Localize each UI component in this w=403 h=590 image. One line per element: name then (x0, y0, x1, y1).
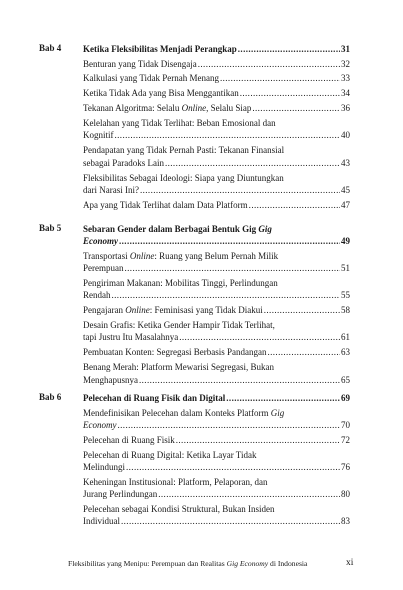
toc-entry[interactable] (83, 346, 350, 358)
leader-dots (252, 102, 340, 114)
toc-entry[interactable] (83, 277, 350, 302)
chapter-label: Bab 6 (39, 392, 62, 402)
entry-page: 55 (341, 290, 350, 301)
entry-page: 58 (341, 305, 350, 316)
entry-title: Kalkulasi yang Tidak Pernah Menang (83, 73, 219, 84)
entry-title-line-2: tapi Justru Itu Masalahnya (83, 332, 179, 343)
entry-title: Apa yang Tidak Terlihat dalam Data Platform (83, 199, 248, 210)
leader-dots (118, 419, 341, 431)
leader-dots (158, 488, 340, 500)
entry-title-part: Sebaran Gender dalam Berbagai Bentuk Gig (83, 224, 257, 234)
entry-page: 83 (341, 516, 350, 527)
toc-entry[interactable] (83, 361, 350, 386)
entry-title-italic: Gig (270, 407, 285, 418)
toc-entry-chapter-title[interactable] (83, 392, 350, 404)
entry-title-line-1: Kelelahan yang Tidak Terlihat: Beban Emosional dan (83, 118, 276, 129)
entry-title: Benturan yang Tidak Disengaja (83, 58, 197, 69)
chapter-label: Bab 5 (39, 223, 62, 233)
toc-entry-chapter-title[interactable] (83, 223, 350, 248)
toc-entry[interactable] (83, 304, 350, 316)
toc-entry[interactable] (83, 476, 350, 501)
entry-title-line-2: Perempuan (83, 263, 124, 274)
entry-title-line-2: sebagai Paradoks Lain (83, 157, 164, 168)
entry-page: 32 (341, 58, 350, 69)
leader-dots (121, 515, 340, 527)
footer-title-part: di Indonesia (268, 559, 308, 568)
toc-entry[interactable] (83, 199, 350, 211)
entry-page: 80 (341, 489, 350, 500)
entry-title: Ketika Fleksibilitas Menjadi Perangkap (83, 44, 237, 54)
leader-dots (140, 184, 340, 196)
entry-page: 45 (341, 184, 350, 195)
entry-page: 43 (341, 157, 350, 168)
toc-entry[interactable] (83, 449, 350, 474)
toc-entry[interactable] (83, 434, 350, 446)
leader-dots (115, 129, 341, 141)
entry-page: 51 (341, 263, 350, 274)
entry-title: Pelecehan di Ruang Fisik dan Digital (83, 393, 226, 403)
leader-dots (126, 461, 340, 473)
leader-dots (176, 434, 340, 446)
entry-title: Ketika Tidak Ada yang Bisa Menggantikan (83, 88, 239, 99)
entry-title-line-2: Rendah (83, 290, 111, 301)
toc-entry[interactable] (83, 117, 350, 142)
leader-dots (238, 43, 340, 55)
footer-title-italic: Gig Economy (226, 559, 269, 568)
entry-title-line-2: Menghapusnya (83, 374, 138, 385)
leader-dots (139, 374, 340, 386)
entry-title-part: , Selalu Siap (206, 103, 252, 114)
toc-entry[interactable] (83, 172, 350, 197)
entry-title-line-1: Mendefinisikan Pelecehan dalam Konteks Platform Gig (83, 407, 285, 418)
leader-dots (179, 331, 340, 343)
entry-page: 76 (341, 461, 350, 472)
toc-entry[interactable] (83, 58, 350, 70)
entry-title-line-1: Desain Grafis: Ketika Gender Hampir Tidak Terlihat, (83, 320, 275, 331)
running-footer-title (68, 559, 307, 568)
entry-page: 72 (341, 434, 350, 445)
entry-title-line-2: Economy (83, 419, 117, 430)
entry-page: 34 (341, 88, 350, 99)
leader-dots (220, 72, 340, 84)
entry-page: 61 (341, 332, 350, 343)
toc-entry[interactable] (83, 319, 350, 344)
entry-title-line-2: Kognitif (83, 130, 114, 141)
leader-dots (240, 87, 340, 99)
entry-title-italic: Gig (256, 224, 272, 234)
entry-title-line-1: Transportasi Online: Ruang yang Belum Pernah Milik (83, 250, 279, 261)
toc-entry[interactable] (83, 102, 350, 114)
entry-page: 47 (341, 199, 350, 210)
chapter-entries (83, 223, 350, 388)
entry-page: 31 (341, 44, 350, 54)
entry-page: 65 (341, 374, 350, 385)
leader-dots (249, 199, 340, 211)
toc-entry[interactable] (83, 503, 350, 528)
entry-title-line-1: Keheningan Institusional: Platform, Pelaporan, dan (83, 476, 268, 487)
entry-title-italic: Online (125, 305, 150, 316)
entry-title: Pelecehan di Ruang Fisik (83, 434, 175, 445)
leader-dots (119, 235, 340, 247)
toc-entry[interactable] (83, 407, 350, 432)
entry-page: 36 (341, 103, 350, 114)
entry-title-line-1: Pelecehan sebagai Kondisi Struktural, Bukan Insiden (83, 504, 275, 515)
leader-dots (264, 304, 340, 316)
toc-entry[interactable] (83, 250, 350, 275)
entry-title-part: Tekanan Algoritma: Selalu (83, 103, 182, 114)
entry-page: 33 (341, 73, 350, 84)
entry-page: 63 (341, 347, 350, 358)
leader-dots (125, 262, 341, 274)
entry-title-line-2: Individual (83, 516, 120, 527)
entry-title-line-2: dari Narasi Ini? (83, 184, 139, 195)
entry-title-line-2: Economy (83, 236, 118, 247)
leader-dots (267, 346, 340, 358)
entry-title: Pembuatan Konten: Segregasi Berbasis Pandangan (83, 347, 267, 358)
footer-title-part: Fleksibilitas yang Menipu: Perempuan dan Realitas (68, 559, 227, 568)
entry-title-italic: Online (181, 103, 207, 114)
toc-entry-chapter-title[interactable] (83, 43, 350, 55)
entry-page: 40 (341, 130, 350, 141)
entry-title-line-1: Pelecehan di Ruang Digital: Ketika Layar Tidak (83, 449, 257, 460)
leader-dots (165, 157, 340, 169)
chapter-entries (83, 392, 350, 530)
toc-entry[interactable] (83, 72, 350, 84)
entry-page: 49 (341, 236, 350, 247)
page-number: xi (346, 558, 354, 568)
entry-title-line-1: Pengiriman Makanan: Mobilitas Tinggi, Perlindungan (83, 278, 278, 289)
chapter-entries (83, 43, 350, 214)
entry-title-line-2: Melindungi (83, 461, 125, 472)
leader-dots (112, 289, 341, 301)
entry-title-line-2: Jurang Perlindungan (83, 489, 158, 500)
entry-title-line-1: Fleksibilitas Sebagai Ideologi: Siapa yang Diuntungkan (83, 172, 284, 183)
entry-title-italic: Online (129, 250, 155, 261)
leader-dots (226, 392, 340, 404)
toc-entry[interactable] (83, 87, 350, 99)
entry-page: 69 (341, 393, 350, 403)
entry-title (83, 102, 251, 114)
entry-title-line-1 (83, 223, 272, 235)
entry-title-line-1: Benang Merah: Platform Mewarisi Segregasi, Bukan (83, 362, 274, 373)
entry-title: Pengajaran Online: Feminisasi yang Tidak Diakui (83, 305, 263, 316)
entry-page: 70 (341, 419, 350, 430)
toc-entry[interactable] (83, 144, 350, 169)
chapter-label: Bab 4 (39, 43, 62, 53)
entry-title-line-1: Pendapatan yang Tidak Pernah Pasti: Tekanan Finansial (83, 145, 285, 156)
leader-dots (198, 58, 340, 70)
